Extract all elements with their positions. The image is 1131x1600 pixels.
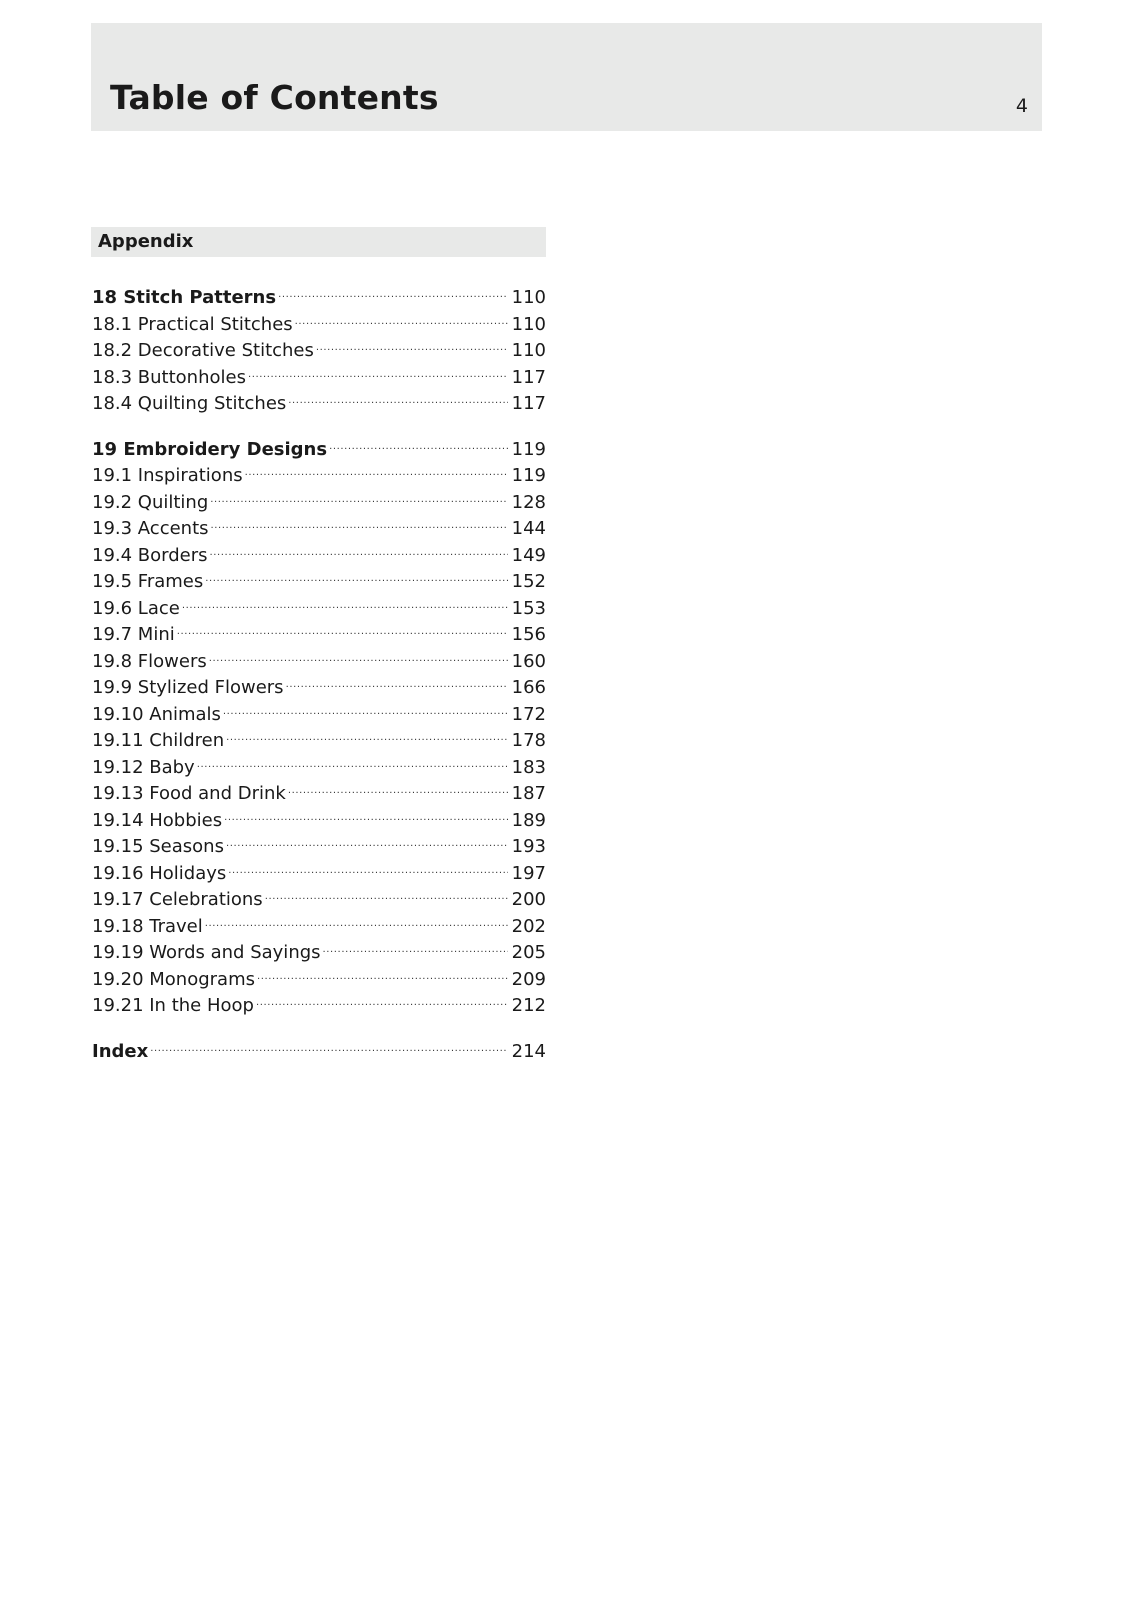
toc-entry-page: 209 — [511, 968, 546, 990]
toc-entry-page: 119 — [511, 438, 546, 460]
dot-leader — [295, 304, 508, 330]
dot-leader — [257, 959, 508, 985]
page-title: Table of Contents — [110, 78, 439, 117]
toc-entry-label: 19.1 Inspirations — [92, 465, 243, 486]
toc-entry-page: 178 — [511, 730, 546, 751]
toc-entry-page: 110 — [511, 313, 546, 335]
toc-entry-page: 149 — [511, 544, 546, 566]
toc-entry-page: 200 — [511, 889, 546, 910]
toc-entry-page: 183 — [511, 756, 546, 778]
toc-entry-label: 19.10 Animals — [92, 703, 221, 725]
section-label: Appendix — [98, 231, 194, 252]
toc-entry-label: 19.7 Mini — [92, 624, 175, 645]
dot-leader — [209, 641, 508, 667]
toc-entry-label: 19.9 Stylized Flowers — [92, 677, 284, 698]
toc-entry-label: 19.21 In the Hoop — [92, 995, 254, 1016]
dot-leader — [228, 853, 507, 879]
dot-leader — [286, 667, 508, 693]
dot-leader — [226, 826, 508, 852]
toc-entry-label: 18.1 Practical Stitches — [92, 313, 293, 335]
toc-entry-page: 197 — [511, 862, 546, 884]
toc-entry-page: 144 — [511, 518, 546, 539]
dot-leader — [205, 906, 508, 932]
toc-entry-label: 19.18 Travel — [92, 915, 203, 937]
toc-entry-label: 19.2 Quilting — [92, 491, 209, 513]
toc-entry-page: 172 — [511, 703, 546, 725]
dot-leader — [205, 561, 507, 587]
toc-entry-label: 19.5 Frames — [92, 571, 204, 592]
toc-entry-label: 19.6 Lace — [92, 597, 180, 619]
section-header-appendix — [91, 227, 546, 257]
toc-entry-page: 189 — [511, 809, 546, 831]
toc-entry-label: 18.4 Quilting Stitches — [92, 393, 287, 414]
toc-entry-page: 166 — [511, 677, 546, 698]
toc-entry-page: 187 — [511, 783, 546, 804]
dot-leader — [182, 588, 508, 614]
dot-leader — [256, 985, 508, 1011]
toc-entry-label: 19.16 Holidays — [92, 862, 227, 884]
toc-group — [92, 429, 546, 1016]
toc-entry-page: 212 — [511, 995, 546, 1016]
dot-leader — [245, 455, 508, 481]
toc-entry-label: 19.15 Seasons — [92, 836, 224, 857]
toc-entry-label: 18.2 Decorative Stitches — [92, 340, 314, 361]
toc-entry-page: 117 — [511, 393, 546, 414]
toc-entry-label: Index — [92, 1040, 149, 1062]
toc-entry[interactable] — [92, 429, 546, 460]
toc-entry-page: 152 — [511, 571, 546, 592]
dot-leader — [224, 800, 508, 826]
dot-leader — [211, 508, 508, 534]
dot-leader — [197, 747, 508, 773]
toc-entry-label: 19.13 Food and Drink — [92, 783, 286, 804]
toc-entry-label: 19.3 Accents — [92, 518, 209, 539]
toc-entry-label: 19 Embroidery Designs — [92, 438, 328, 460]
toc-group — [92, 277, 546, 414]
toc-entry-page: 128 — [511, 491, 546, 513]
toc-entry-label: 19.17 Celebrations — [92, 889, 263, 910]
page-header — [91, 23, 1042, 131]
toc-entry-page: 153 — [511, 597, 546, 619]
toc-entry-label: 19.14 Hobbies — [92, 809, 223, 831]
toc-entry-label: 19.11 Children — [92, 730, 225, 751]
toc-entry-label: 19.19 Words and Sayings — [92, 942, 321, 963]
dot-leader — [210, 535, 508, 561]
toc-entry[interactable] — [92, 1031, 546, 1062]
dot-leader — [278, 277, 508, 303]
toc-entry-page: 110 — [511, 340, 546, 361]
dot-leader — [226, 720, 507, 746]
toc-entry-page: 110 — [511, 287, 546, 308]
toc-entry[interactable] — [92, 277, 546, 308]
table-of-contents — [92, 277, 546, 1076]
toc-entry-label: 19.12 Baby — [92, 756, 195, 778]
toc-entry-label: 19.20 Monograms — [92, 968, 255, 990]
toc-entry-page: 119 — [511, 465, 546, 486]
dot-leader — [150, 1031, 507, 1057]
toc-entry-page: 160 — [511, 650, 546, 672]
dot-leader — [329, 429, 508, 455]
dot-leader — [316, 330, 508, 356]
toc-entry-page: 214 — [511, 1040, 546, 1062]
toc-entry-page: 117 — [511, 366, 546, 388]
dot-leader — [177, 614, 508, 640]
toc-entry-label: 18 Stitch Patterns — [92, 287, 277, 308]
page-number: 4 — [1015, 95, 1028, 117]
dot-leader — [210, 482, 507, 508]
toc-entry-page: 202 — [511, 915, 546, 937]
toc-entry-label: 19.8 Flowers — [92, 650, 207, 672]
toc-entry-page: 156 — [511, 624, 546, 645]
toc-entry-page: 205 — [511, 942, 546, 963]
dot-leader — [223, 694, 508, 720]
dot-leader — [248, 357, 508, 383]
dot-leader — [288, 773, 508, 799]
toc-entry-label: 18.3 Buttonholes — [92, 366, 246, 388]
dot-leader — [323, 932, 508, 958]
toc-entry-label: 19.4 Borders — [92, 544, 208, 566]
toc-entry-page: 193 — [511, 836, 546, 857]
dot-leader — [288, 383, 507, 409]
dot-leader — [265, 879, 508, 905]
toc-group — [92, 1031, 546, 1062]
